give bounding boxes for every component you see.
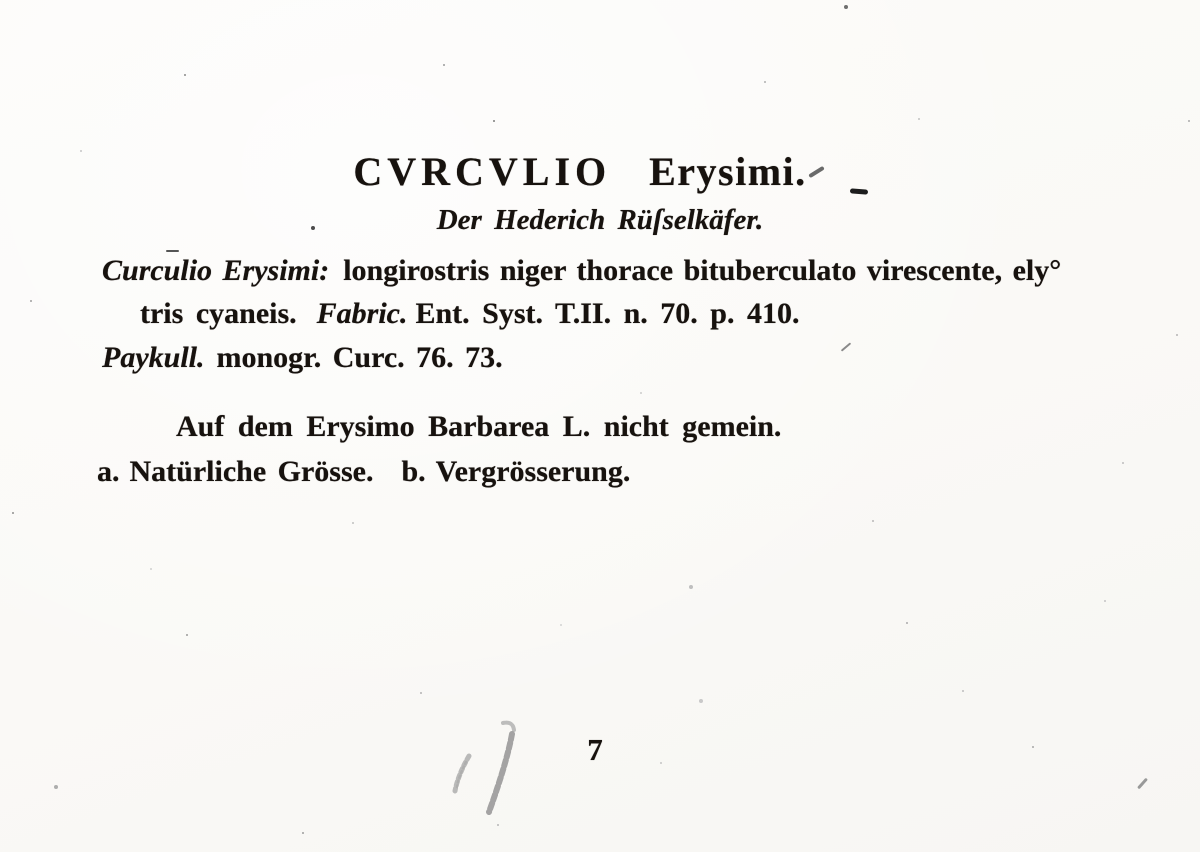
paper-specks (0, 0, 2, 2)
legend-b-label: b. (401, 455, 426, 488)
citation-author: Fabric. (316, 297, 408, 330)
ink-slash-bottom-right (1137, 778, 1148, 790)
synonym-line (102, 341, 503, 375)
ink-slash-line2 (841, 342, 851, 351)
species-epithet: Erysimi. (649, 149, 807, 194)
habitat-note: Auf dem Erysimo Barbarea L. nicht gemein. (176, 410, 782, 443)
synonym-reference: monogr. Curc. 76. 73. (216, 341, 503, 374)
figure-legend (97, 455, 630, 489)
diagnosis-text: longirostris niger thorace bituberculato virescente, ely° (343, 254, 1062, 287)
species-heading (0, 148, 1160, 195)
citation-reference: Ent. Syst. T.II. n. 70. p. 410. (415, 297, 800, 330)
diagnosis-text-continued: tris cyaneis. (140, 297, 297, 330)
legend-b-text: Vergrösserung. (435, 455, 631, 488)
diagnosis-line-1 (102, 254, 1061, 288)
synonym-author: Paykull. (102, 341, 205, 374)
legend-a-text: Natürliche Grösse. (129, 455, 374, 488)
ink-macron-artifact (166, 250, 179, 252)
diagnosis-species-lead: Curculio Erysimi: (102, 254, 330, 287)
page-number: 7 (587, 732, 603, 767)
pencil-annotation (428, 710, 538, 822)
ink-dot-left-of-subtitle (311, 226, 315, 230)
diagnosis-line-2 (140, 297, 799, 331)
german-common-name: Der Hederich Rüſselkäfer. (436, 204, 764, 236)
genus-name: CVRCVLIO (353, 149, 612, 194)
legend-a-label: a. (97, 455, 120, 488)
